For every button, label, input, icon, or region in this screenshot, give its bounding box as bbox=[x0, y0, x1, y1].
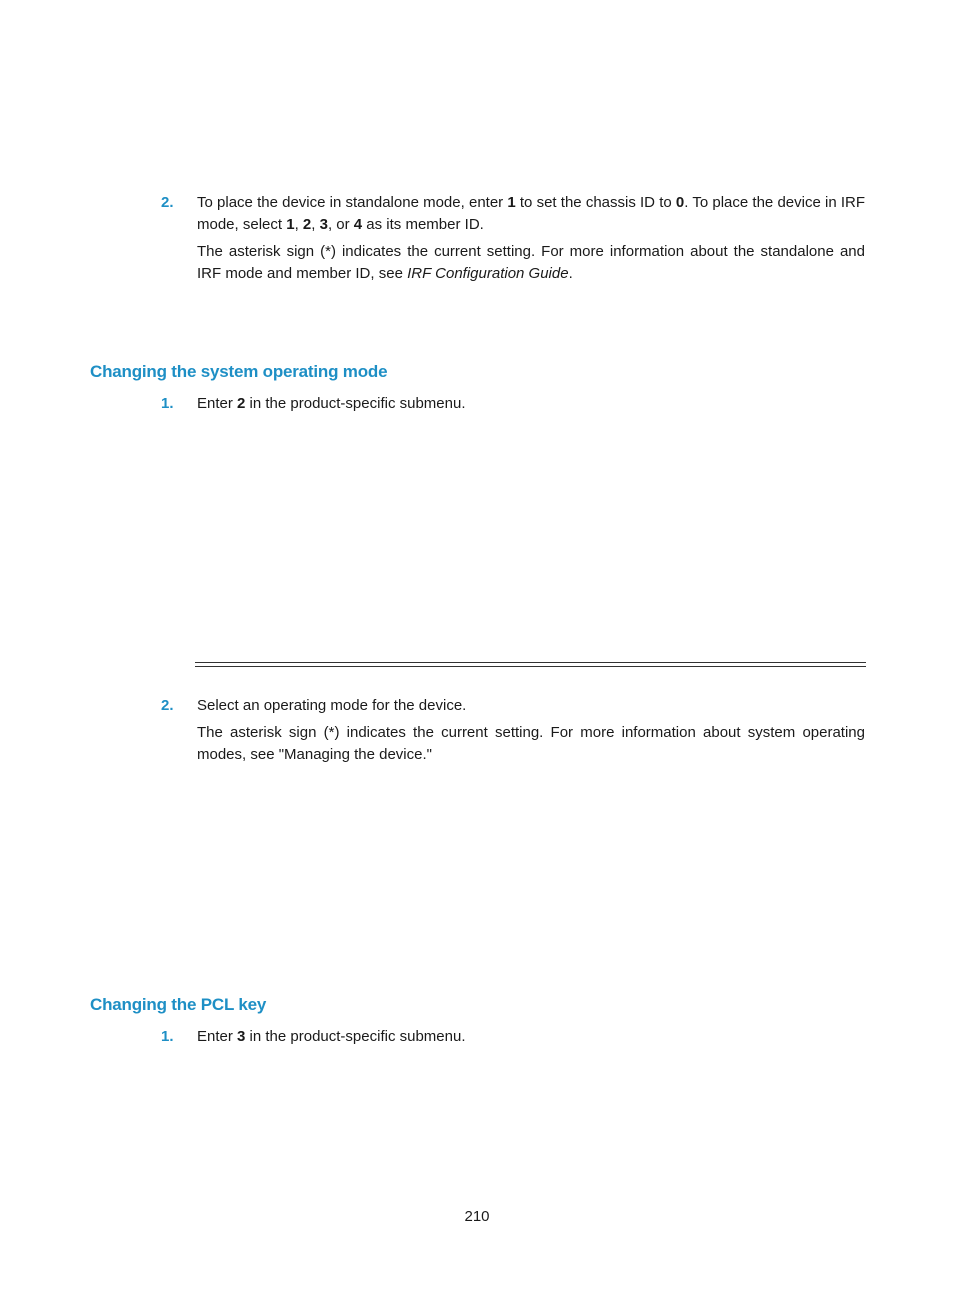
step-text bbox=[197, 192, 865, 235]
text-run: Enter bbox=[197, 395, 238, 412]
text-run: . To place the device in IRF mode, select bbox=[197, 194, 866, 233]
text-run: . bbox=[568, 264, 573, 282]
bold-value: 1 bbox=[507, 194, 516, 211]
text-run: The asterisk sign (*) indicates the current setting. For more information about the standalone and IRF mode and member ID, see bbox=[197, 243, 865, 282]
step-text bbox=[197, 1026, 865, 1048]
step-note: The asterisk sign (*) indicates the current setting. For more information about system operating modes, see "Managing the device." bbox=[197, 724, 865, 763]
bold-value: 3 bbox=[319, 215, 328, 233]
section-heading: Changing the PCL key bbox=[90, 995, 267, 1014]
page-number: 210 bbox=[464, 1208, 490, 1225]
guide-reference: IRF Configuration Guide bbox=[407, 264, 569, 282]
step-number: 2. bbox=[161, 194, 174, 211]
divider bbox=[195, 662, 866, 667]
text-run: Enter bbox=[197, 1028, 238, 1045]
bold-value: 3 bbox=[237, 1028, 246, 1045]
text-run: as its member ID. bbox=[362, 215, 484, 233]
step-text bbox=[197, 393, 865, 415]
text-run: , or bbox=[327, 215, 354, 233]
bold-value: 1 bbox=[286, 215, 295, 233]
step-note bbox=[197, 241, 865, 284]
text-run: To place the device in standalone mode, enter bbox=[197, 194, 508, 211]
step-number: 1. bbox=[161, 1028, 174, 1045]
bold-value: 2 bbox=[302, 215, 312, 233]
text-run: , bbox=[294, 215, 303, 233]
bold-value: 4 bbox=[353, 215, 363, 233]
text-run: , bbox=[311, 215, 320, 233]
step-text: Select an operating mode for the device. bbox=[197, 697, 467, 714]
section-heading: Changing the system operating mode bbox=[90, 362, 388, 381]
step-number: 2. bbox=[161, 697, 174, 714]
text-run: to set the chassis ID to bbox=[515, 194, 676, 211]
bold-value: 2 bbox=[237, 395, 246, 412]
bold-value: 0 bbox=[675, 194, 685, 211]
step-number: 1. bbox=[161, 395, 174, 412]
text-run: in the product-specific submenu. bbox=[245, 1028, 466, 1045]
text-run: in the product-specific submenu. bbox=[245, 395, 466, 412]
